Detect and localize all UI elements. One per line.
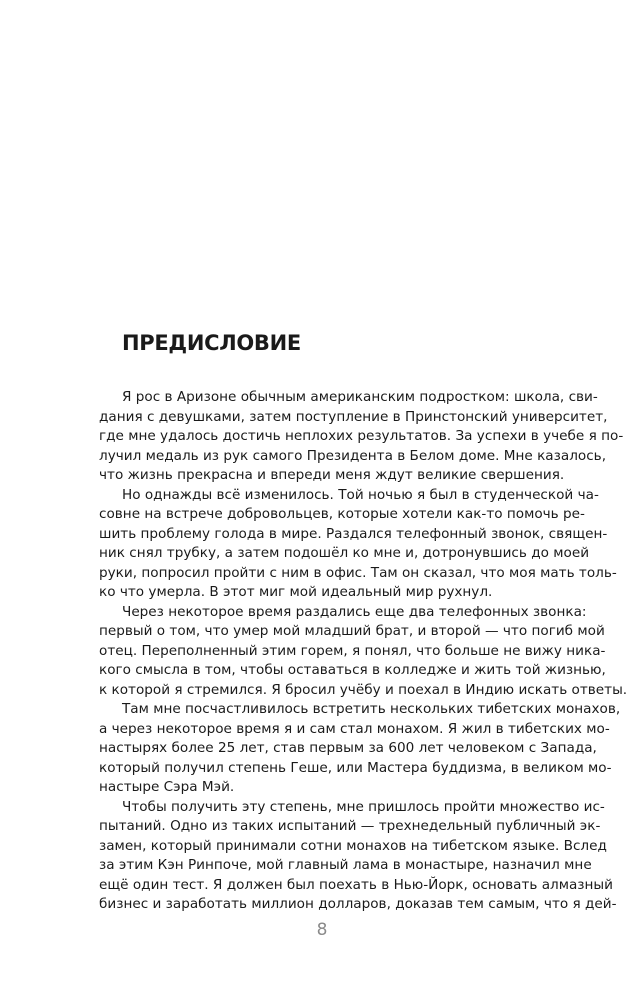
text-line: ник снял трубку, а затем подошёл ко мне и, дотронувшись до моей (99, 545, 590, 561)
text-line: Я рос в Аризоне обычным американским подростком: школа, сви- (122, 389, 598, 405)
text-line: ко что умерла. В этот миг мой идеальный мир рухнул. (99, 584, 493, 600)
text-line: который получил степень Геше, или Мастера буддизма, в великом мо- (99, 759, 612, 776)
text-line: где мне удалось достичь неплохих результатов. За успехи в учебе я по- (99, 428, 624, 444)
text-line: первый о том, что умер мой младший брат, и второй — что погиб мой (99, 623, 605, 639)
text-line: к которой я стремился. Я бросил учёбу и поехал в Индию искать ответы. (99, 681, 628, 698)
text-line: кого смысла в том, чтобы оставаться в колледже и жить той жизнью, (99, 662, 606, 678)
text-line: дания с девушками, затем поступление в Принстонский университет, (99, 408, 608, 425)
text-line: настыре Сэра Мэй. (99, 779, 235, 795)
text-line: за этим Кэн Ринпоче, мой главный лама в монастыре, назначил мне (99, 857, 592, 873)
text-line: Но однажды всё изменилось. Той ночью я был в студенческой ча- (122, 486, 599, 503)
body-text (99, 388, 628, 915)
text-line: лучил медаль из рук самого Президента в Белом доме. Мне казалось, (99, 447, 607, 464)
text-line: а через некоторое время я и сам стал монахом. Я жил в тибетских мо- (99, 720, 610, 737)
text-line: бизнес и заработать миллион долларов, доказав тем самым, что я дей- (99, 896, 617, 912)
text-line: замен, который принимали сотни монахов на тибетском языке. Вслед (99, 837, 607, 854)
text-line: Чтобы получить эту степень, мне пришлось пройти множество ис- (122, 798, 605, 815)
chapter-title: ПРЕДИСЛОВИЕ (122, 331, 301, 355)
text-line: Через некоторое время раздались еще два телефонных звонка: (122, 603, 587, 620)
text-line: шить проблему голода в мире. Раздался телефонный звонок, священ- (99, 525, 608, 542)
page-number: 8 (316, 920, 328, 940)
text-line: руки, попросил пройти с ним в офис. Там он сказал, что моя мать толь- (99, 564, 617, 581)
text-line: отец. Переполненный этим горем, я понял, что больше не вижу ника- (99, 642, 606, 659)
text-line: настырях более 25 лет, став первым за 600 лет человеком с Запада, (99, 740, 597, 756)
text-line: Там мне посчастливилось встретить нескольких тибетских монахов, (122, 701, 621, 717)
text-line: пытаний. Одно из таких испытаний — трехнедельный публичный эк- (99, 818, 601, 834)
text-line: ещё один тест. Я должен был поехать в Нью-Йорк, основать алмазный (99, 876, 613, 893)
text-line: что жизнь прекрасна и впереди меня ждут великие свершения. (99, 467, 565, 483)
text-line: совне на встрече добровольцев, которые хотели как-то помочь ре- (99, 506, 585, 522)
